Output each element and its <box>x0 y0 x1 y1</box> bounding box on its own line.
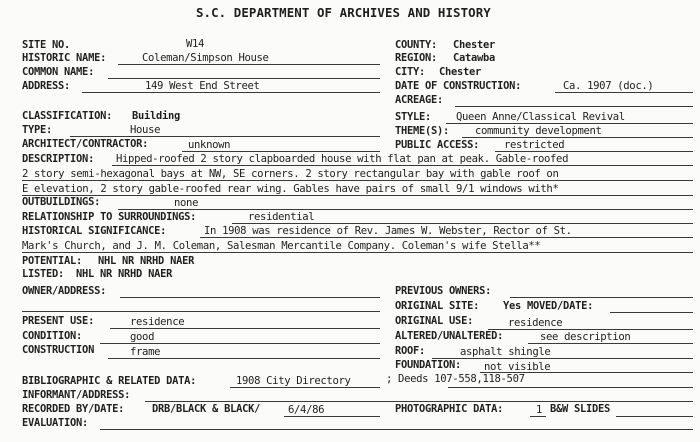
theme-value: community development <box>475 125 602 137</box>
present-use-label: PRESENT USE: <box>22 315 95 327</box>
acreage-label: ACREAGE: <box>395 94 444 106</box>
condition-underline <box>100 343 380 344</box>
type-underline <box>70 136 380 137</box>
description-line: 2 story semi-hexagonal bays at NW, SE corners. 2 story rectangular bay with gable roof on <box>22 168 559 180</box>
photographic-underline <box>616 416 693 417</box>
address-value: 149 West End Street <box>145 80 260 92</box>
roof-value: asphalt shingle <box>460 346 551 358</box>
recorded-date-value: 6/4/86 <box>288 404 325 416</box>
construction-underline <box>108 358 380 359</box>
condition-value: good <box>130 331 155 343</box>
date-construction-underline <box>555 92 693 93</box>
photographic-label: PHOTOGRAPHIC DATA: <box>395 403 504 415</box>
previous-owners-label: PREVIOUS OWNERS: <box>395 285 492 297</box>
historical-significance-underline <box>200 237 693 238</box>
address-underline <box>82 92 380 93</box>
architect-underline <box>182 151 380 152</box>
classification-label: CLASSIFICATION: <box>22 110 113 122</box>
public-access-underline <box>495 151 693 152</box>
relationship-underline <box>232 223 693 224</box>
type-label: TYPE: <box>22 124 53 136</box>
condition-label: CONDITION: <box>22 330 83 342</box>
site-no-label: SITE NO. <box>22 39 71 51</box>
acreage-underline <box>455 106 693 107</box>
foundation-value: not visible <box>484 361 551 373</box>
style-value: Queen Anne/Classical Revival <box>456 111 625 123</box>
original-site-label: ORIGINAL SITE: <box>395 300 480 312</box>
city-label: CITY: <box>395 66 426 78</box>
type-value: House <box>130 124 161 136</box>
outbuildings-label: OUTBUILDINGS: <box>22 196 101 208</box>
city-value: Chester <box>439 66 482 78</box>
outbuildings-underline <box>118 209 693 210</box>
bibliographic-label: BIBLIOGRAPHIC & RELATED DATA: <box>22 375 197 387</box>
address-label: ADDRESS: <box>22 80 71 92</box>
relationship-label: RELATIONSHIP TO SURROUNDINGS: <box>22 211 197 223</box>
historical-significance-line: Mark's Church, and J. M. Coleman, Salesman Mercantile Company. Coleman's wife Stella** <box>22 240 541 252</box>
listed-label: LISTED: <box>22 268 65 280</box>
style-label: STYLE: <box>395 111 432 123</box>
recorded-by-value: DRB/BLACK & BLACK/ <box>152 403 261 415</box>
architect-label: ARCHITECT/CONTRACTOR: <box>22 138 149 150</box>
site-no-value: W14 <box>186 38 205 50</box>
recorded-date-underline <box>284 416 380 417</box>
listed-value: NHL NR NRHD NAER <box>76 268 173 280</box>
evaluation-label: EVALUATION: <box>22 417 89 429</box>
construction-label: CONSTRUCTION <box>22 344 95 356</box>
altered-value: see description <box>540 331 631 343</box>
roof-label: ROOF: <box>395 345 426 357</box>
county-label: COUNTY: <box>395 39 438 51</box>
region-value: Catawba <box>453 52 496 64</box>
original-use-value: residence <box>508 317 563 329</box>
informant-label: INFORMANT/ADDRESS: <box>22 389 131 401</box>
relationship-value: residential <box>248 211 315 223</box>
original-site-underline <box>610 312 693 313</box>
bibliographic-extra-underline <box>448 387 693 388</box>
historical-significance-underline <box>22 252 693 253</box>
previous-owners-underline <box>510 297 693 298</box>
potential-label: POTENTIAL: <box>22 255 83 267</box>
roof-underline <box>432 358 693 359</box>
historical-significance-line: In 1908 was residence of Rev. James W. Webster, Rector of St. <box>204 225 572 237</box>
original-use-label: ORIGINAL USE: <box>395 315 474 327</box>
common-name-label: COMMON NAME: <box>22 66 95 78</box>
description-underline <box>22 195 693 196</box>
owner-address-underline <box>22 311 380 312</box>
description-underline <box>22 180 693 181</box>
description-line: E elevation, 2 story gable-roofed rear wing. Gables have pairs of small 9/1 windows with* <box>22 183 559 195</box>
public-access-value: restricted <box>504 139 565 151</box>
historic-name-underline <box>118 64 380 65</box>
outbuildings-value: none <box>174 197 199 209</box>
original-use-underline <box>488 329 693 330</box>
foundation-label: FOUNDATION: <box>395 359 462 371</box>
owner-address-label: OWNER/ADDRESS: <box>22 285 107 297</box>
description-underline <box>112 165 693 166</box>
present-use-value: residence <box>130 316 185 328</box>
description-label: DESCRIPTION: <box>22 153 95 165</box>
public-access-label: PUBLIC ACCESS: <box>395 139 480 151</box>
date-construction-value: Ca. 1907 (doc.) <box>563 80 654 92</box>
potential-value: NHL NR NRHD NAER <box>98 255 195 267</box>
present-use-underline <box>110 328 380 329</box>
owner-address-underline <box>120 297 380 298</box>
theme-underline <box>462 137 693 138</box>
photographic-count-underline <box>530 416 546 417</box>
bibliographic-extra: ; Deeds 107-558,118-507 <box>386 373 525 385</box>
date-construction-label: DATE OF CONSTRUCTION: <box>395 80 522 92</box>
bibliographic-value: 1908 City Directory <box>236 375 351 387</box>
construction-value: frame <box>130 346 161 358</box>
historic-name-label: HISTORIC NAME: <box>22 52 107 64</box>
classification-value: Building <box>132 110 181 122</box>
county-value: Chester <box>453 39 496 51</box>
architect-value: unknown <box>188 139 231 151</box>
photographic-value: B&W SLIDES <box>550 403 611 415</box>
photographic-count: 1 <box>536 404 543 416</box>
description-line: Hipped-roofed 2 story clapboarded house with flat pan at peak. Gable-roofed <box>116 153 569 165</box>
form-heading: S.C. DEPARTMENT OF ARCHIVES AND HISTORY <box>196 5 491 20</box>
theme-label: THEME(S): <box>395 125 450 137</box>
original-site-value: Yes MOVED/DATE: <box>503 300 594 312</box>
altered-label: ALTERED/UNALTERED: <box>395 330 504 342</box>
informant-underline <box>145 401 693 402</box>
common-name-underline <box>108 78 380 79</box>
bibliographic-underline <box>230 387 380 388</box>
historic-name-value: Coleman/Simpson House <box>142 52 269 64</box>
recorded-by-label: RECORDED BY/DATE: <box>22 403 125 415</box>
historical-significance-label: HISTORICAL SIGNIFICANCE: <box>22 225 167 237</box>
style-underline <box>446 123 693 124</box>
altered-underline <box>528 343 693 344</box>
region-label: REGION: <box>395 52 438 64</box>
evaluation-underline <box>100 429 693 430</box>
